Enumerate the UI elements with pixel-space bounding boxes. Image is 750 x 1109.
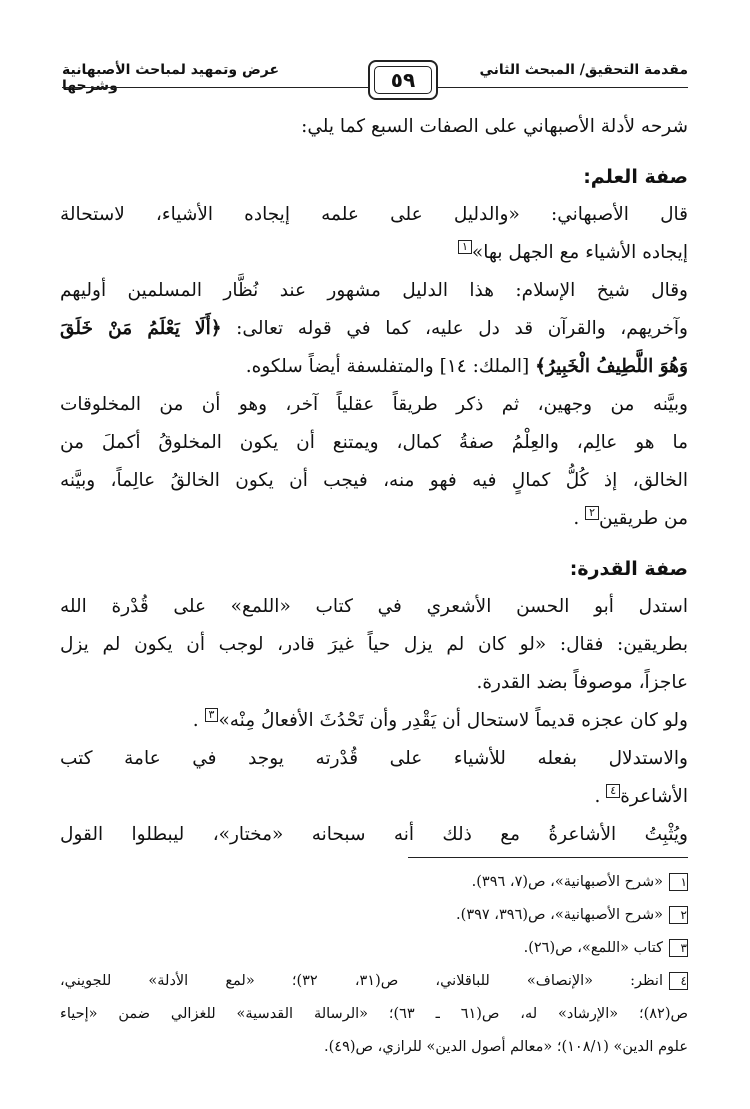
quran-verse: وَهُوَ اللَّطِيفُ الْخَبِيرُ﴾ [535,356,688,377]
footnote-ref: ٣ [205,708,219,722]
paragraph-line: الخالق، إذ كُلُّ كمالٍ فيه فهو منه، فيجب أن يكون الخالقُ عالِماً، وبيَّنه [60,470,688,491]
paragraph-line: ما هو عالِم، والعِلْمُ صفةُ كمال، ويمتنع أن يكون المخلوقُ أكملَ من [60,432,688,453]
paragraph-line: الأشاعرة٤ . [594,784,688,807]
footnote-continuation: ص(٨٢)؛ «الإرشاد» له، ص(٦١ ـ ٦٣)؛ «الرسالة القدسية» للغزالي ضمن «إحياء [60,1006,688,1022]
footnote: ٤انظر: «الإنصاف» للباقلاني، ص(٣١، ٣٢)؛ «لمع الأدلة» للجويني، [60,973,687,989]
intro-line: شرحه لأدلة الأصبهاني على الصفات السبع كما يلي: [301,116,688,137]
footnote-number: ٣ [669,939,688,957]
footnotes [60,866,688,1064]
paragraph-line: وآخريهم، والقرآن قد دل عليه، كما في قوله تعالى: ﴿أَلَا يَعْلَمُ مَنْ خَلَقَ [60,318,688,339]
footnote-ref: ٤ [606,784,620,798]
heading-power: صفة القدرة: [569,558,688,580]
quran-verse: ﴿أَلَا يَعْلَمُ مَنْ خَلَقَ [60,318,222,339]
footnote: ١«شرح الأصبهانية»، ص(٧، ٣٩٦). [471,874,687,890]
running-header-topic: عرض وتمهيد لمباحث الأصبهانية وشرحها [62,62,280,94]
footnote-ref: ١ [458,240,472,254]
paragraph-line: استدل أبو الحسن الأشعري في كتاب «اللمع» على قُدْرة الله [60,596,688,617]
footnote-ref: ٢ [585,506,599,520]
footnote-number: ٤ [669,972,688,990]
paragraph-line: وَهُوَ اللَّطِيفُ الْخَبِيرُ﴾ [الملك: ١٤] والمتفلسفة أيضاً سلكوه. [245,356,688,377]
footnote: ٣كتاب «اللمع»، ص(٢٦). [523,940,687,956]
paragraph-line: قال الأصبهاني: «والدليل على علمه إيجاده الأشياء، لاستحالة [60,204,688,225]
page-number-frame [368,60,438,100]
footnote-separator [408,857,688,858]
paragraph-line: والاستدلال بفعله للأشياء على قُدْرته يوجد في عامة كتب [60,748,688,769]
main-text [60,108,688,854]
heading-knowledge: صفة العلم: [583,166,688,188]
footnote-continuation: علوم الدين» (١٠٨/١)؛ «معالم أصول الدين» للرازي، ص(٤٩). [324,1039,688,1055]
running-header-chapter: مقدمة التحقيق/ المبحث الثاني [479,62,688,78]
footnote-number: ١ [669,873,688,891]
paragraph-line: ولو كان عجزه قديماً لاستحال أن يَقْدِر وأن تَحْدُثَ الأفعالُ مِنْه»٣ . [192,708,688,731]
footnote: ٢«شرح الأصبهانية»، ص(٣٩٦، ٣٩٧). [456,907,687,923]
paragraph-line: عاجزاً، موصوفاً بضد القدرة. [476,672,688,693]
paragraph-line: بطريقين: فقال: «لو كان لم يزل حياً غيرَ قادر، لوجب أن يكون لم يزل [60,634,688,655]
paragraph-line: ويُثْبِتُ الأشاعرةُ مع ذلك أنه سبحانه «مختار»، ليبطلوا القول [60,824,688,845]
paragraph-line: وبيَّنه من وجهين، ثم ذكر طريقاً عقلياً آخر، وهو أن من المخلوقات [60,394,688,415]
paragraph-line: وقال شيخ الإسلام: هذا الدليل مشهور عند نُظَّار المسلمين أوليهم [60,280,688,301]
paragraph-line: من طريقين٢ . [573,506,688,529]
footnote-number: ٢ [669,906,688,924]
page-number: ٥٩ [390,68,416,92]
paragraph-line: إيجاده الأشياء مع الجهل بها»١ [60,234,688,272]
